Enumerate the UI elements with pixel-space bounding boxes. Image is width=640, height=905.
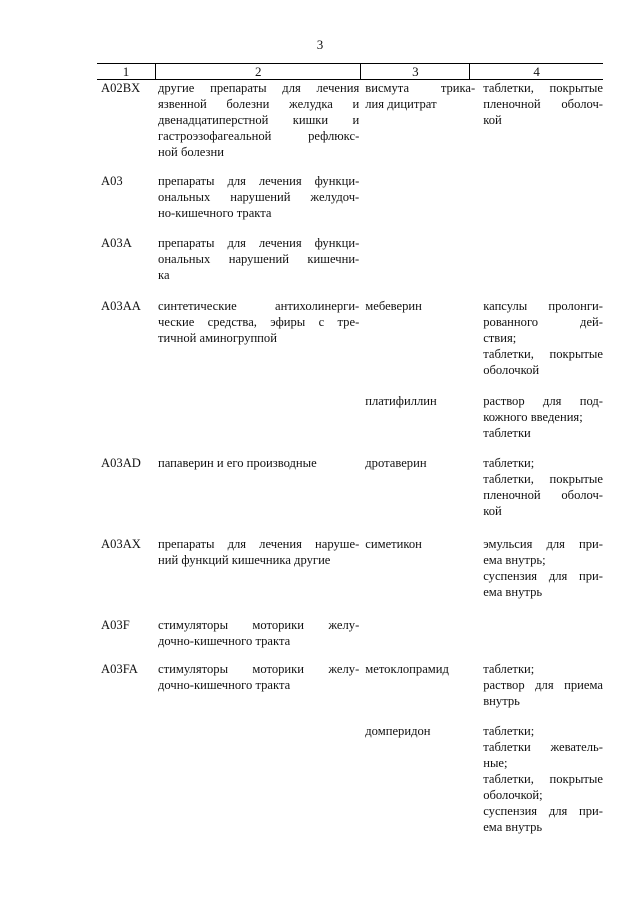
dosage-form-line: оболочкой; [483,788,543,802]
header-col-3: 3 [361,64,470,79]
drug-name-line: метоклопрамид [365,662,449,676]
atc-code: A03AX [101,537,141,551]
atc-code: A03F [101,618,130,632]
drug-name [361,173,477,221]
pharmacological-group [154,173,361,221]
dosage-form [477,80,603,160]
dosage-form-line: капсулы пролонги- [483,299,603,313]
atc-code: A02BX [101,81,141,95]
drug-name [361,235,477,283]
dosage-form-line: ные; [483,756,508,770]
pharmacological-group-line: но-кишечного тракта [158,206,272,220]
pharmacological-group-line: препараты для лечения наруше- [158,537,360,551]
dosage-form-line: кой [483,113,502,127]
dosage-form [477,536,603,600]
drug-name [361,723,477,835]
drug-name [361,455,477,519]
dosage-form-line: оболочкой [483,363,540,377]
drug-name-line: мебеверин [365,299,422,313]
dosage-form [477,173,603,221]
pharmacological-group [154,536,361,600]
table-header [97,63,603,80]
page-number: 3 [316,37,324,52]
pharmacological-group-line: тичной аминогруппой [158,331,277,345]
dosage-form-line: таблетки [483,426,531,440]
dosage-form-line: суспензия для при- [483,804,603,818]
atc-code: A03FA [101,662,138,676]
pharmacological-group [154,393,361,441]
pharmacological-group-line: ной болезни [158,145,224,159]
table-row [97,455,603,519]
drug-name [361,393,477,441]
dosage-form-line: таблетки; [483,456,535,470]
drug-name-line: висмута трика- [365,81,476,95]
pharmacological-group-line: ка [158,268,170,282]
dosage-form [477,661,603,709]
pharmacological-group-line: препараты для лечения функци- [158,236,360,250]
drug-name-line: лия дицитрат [365,97,437,111]
dosage-form-line: внутрь [483,694,520,708]
table-row [97,536,603,600]
dosage-form-line: эмульсия для при- [483,537,603,551]
dosage-form-line: раствор для приема [483,678,603,692]
atc-code [97,723,154,835]
atc-code: A03A [101,236,132,250]
table-row [97,661,603,709]
dosage-form-line: таблетки жеватель- [483,740,603,754]
atc-code: A03AA [101,299,141,313]
pharmacological-group [154,723,361,835]
drug-name [361,298,477,378]
dosage-form-line: кой [483,504,502,518]
table-row [97,80,603,160]
dosage-form-line: таблетки, покрытые [483,347,603,361]
dosage-form-line: таблетки; [483,724,535,738]
dosage-form-line: таблетки, покрытые [483,772,603,786]
dosage-form-line: кожного введения; [483,410,583,424]
pharmacological-group [154,661,361,709]
pharmacological-group [154,617,361,649]
dosage-form-line: ема внутрь [483,820,543,834]
pharmacological-group-line: гастроэзофагеальной рефлюкс- [158,129,360,143]
atc-code: A03AD [101,456,141,470]
header-col-1: 1 [97,64,156,79]
dosage-form-line: таблетки; [483,662,535,676]
dosage-form-line: рованного дей- [483,315,603,329]
pharmacological-group [154,298,361,378]
pharmacological-group-line: дочно-кишечного тракта [158,678,291,692]
pharmacological-group [154,235,361,283]
atc-code [97,393,154,441]
pharmacological-group-line: ональных нарушений кишечни- [158,252,360,266]
dosage-form-line: пленочной оболоч- [483,97,603,111]
drug-table [97,63,603,834]
drug-name-line: симетикон [365,537,422,551]
dosage-form-line: таблетки, покрытые [483,472,603,486]
pharmacological-group-line: ческие средства, эфиры с тре- [158,315,360,329]
pharmacological-group-line: синтетические антихолинерги- [158,299,360,313]
dosage-form-line: ема внутрь [483,585,543,599]
pharmacological-group-line: другие препараты для лечения [158,81,360,95]
dosage-form [477,723,603,835]
pharmacological-group [154,80,361,160]
dosage-form [477,235,603,283]
atc-code: A03 [101,174,123,188]
dosage-form-line: таблетки, покрытые [483,81,603,95]
table-row [97,235,603,283]
drug-name-line: дротаверин [365,456,427,470]
drug-name [361,80,477,160]
dosage-form-line: ема внутрь; [483,553,546,567]
pharmacological-group-line: препараты для лечения функци- [158,174,360,188]
drug-name [361,661,477,709]
dosage-form-line: ствия; [483,331,517,345]
dosage-form-line: суспензия для при- [483,569,603,583]
pharmacological-group-line: ональных нарушений желудоч- [158,190,360,204]
pharmacological-group [154,455,361,519]
pharmacological-group-line: ний функций кишечника другие [158,553,331,567]
dosage-form-line: пленочной оболоч- [483,488,603,502]
header-col-4: 4 [533,64,540,79]
pharmacological-group-line: язвенной болезни желудка и [158,97,360,111]
pharmacological-group-line: двенадцатиперстной кишки и [158,113,360,127]
pharmacological-group-line: папаверин и его производные [158,456,317,470]
table-row [97,617,603,649]
dosage-form [477,455,603,519]
drug-name-line: домперидон [365,724,431,738]
dosage-form-line: раствор для под- [483,394,603,408]
dosage-form [477,393,603,441]
drug-name-line: платифиллин [365,394,437,408]
pharmacological-group-line: стимуляторы моторики желу- [158,618,360,632]
dosage-form [477,617,603,649]
header-col-2: 2 [156,64,362,79]
table-row [97,173,603,221]
drug-name [361,536,477,600]
table-row [97,723,603,835]
drug-name [361,617,477,649]
dosage-form [477,298,603,378]
pharmacological-group-line: стимуляторы моторики желу- [158,662,360,676]
table-row [97,393,603,441]
table-row [97,298,603,378]
pharmacological-group-line: дочно-кишечного тракта [158,634,291,648]
